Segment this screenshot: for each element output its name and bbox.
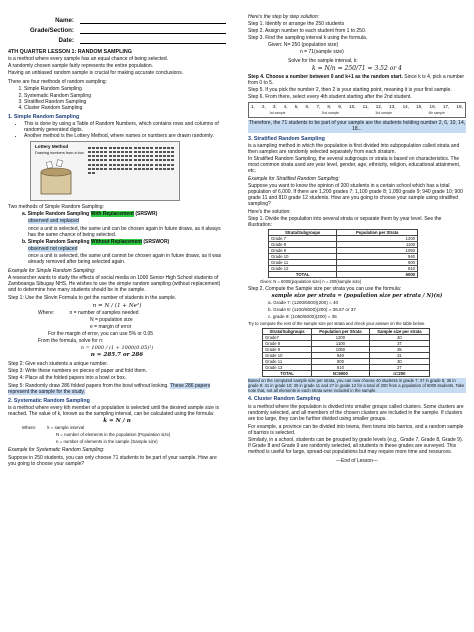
solve-result: n = 285.7 or 286 [90, 352, 144, 359]
where-e: e = margin of error [90, 323, 132, 330]
srswr-prefix: a. [22, 211, 27, 218]
lottery-box-icon [37, 158, 77, 196]
date-field[interactable] [80, 37, 226, 44]
sys-step2: Step 2. Assign number to each student from 1 to 250. [248, 28, 367, 35]
sys-example-title: Example for Systematic Random Sampling: [8, 447, 105, 454]
seq-item: 18, [456, 104, 463, 110]
srswr-sub: observed and replaced [28, 218, 79, 225]
seq-item: 1, [251, 104, 255, 110]
srs-step1: Step 1: Use the Slovin Formula to get the number of students in the sample. [8, 295, 177, 302]
sys-given: Given: N= 250 (population size) [268, 42, 339, 49]
method-item: 2. Systematic Random Sampling [24, 93, 226, 99]
table-header: Strata/Subgroups [263, 329, 312, 335]
table-cell: 1100 [312, 341, 370, 347]
table-cell: Grade 10 [263, 353, 312, 359]
where-block [8, 310, 226, 316]
table-cell: Grade 12 [263, 365, 312, 371]
srswr-label: Simple Random Sampling [27, 211, 91, 218]
table-cell: Grade 8 [269, 241, 337, 247]
sys-step4-text: Since k is 4, pick a number from 0 to 5. [248, 73, 465, 86]
strat-step1: Step 1. Divide the population into several strata or separate them by year level. See the illustration: [248, 215, 442, 228]
solve-note: From the formula, solve for n: [38, 338, 104, 344]
sys-solution-intro: Here's the step by step solution: [248, 14, 319, 20]
table-cell: TOTAL [263, 371, 312, 377]
seq-item: 17, [442, 104, 450, 110]
sys-given2: n = 71(sample size) [300, 49, 344, 56]
seq-label: 1st sample [269, 111, 286, 116]
srswr-text: once a unit is selected, the same unit can be chosen again in future draws, as it always has the same chance of being selected. [28, 225, 221, 238]
strat-formula: sample size per strata = (population size per strata / N)(n) [271, 293, 443, 299]
method-item: 3. Stratified Random Sampling [24, 99, 226, 105]
methods-list [8, 86, 226, 110]
strat-solution: Here's the solution: [248, 208, 291, 215]
seq-item: 9, [338, 104, 343, 110]
lottery-caption: Lottery Method [35, 144, 69, 150]
intro-1: is a method where every sample has an equal chance of being selected. [8, 56, 169, 63]
sys-step4-title: Step 4. Choose a number between 0 and k+1 as the random start. [248, 73, 403, 80]
table-cell: 940 [312, 353, 370, 359]
intro-2: A randomly chosen sample fairly represents the entire population. [8, 63, 154, 70]
table-cell: 940 [337, 253, 418, 259]
name-label: Name: [55, 16, 74, 24]
table-cell: 1200 [312, 335, 370, 341]
table-cell: N=6000 [312, 371, 370, 377]
strat-step2: Step 2. Compute the Sample size per strata you can use the formula: [248, 285, 402, 292]
lottery-illustration [30, 141, 180, 201]
srs-example-text: A researcher wants to study the effects of social media on 1000 Senior High School students of Zamboanga Sibugay NHS. He wishes to use the simple random sampling (without replacement) and to determine how many students should be in the sample. [8, 275, 221, 294]
strat-example-title: Example for Stratified Random Sampling: [248, 176, 340, 183]
table-row [269, 271, 418, 277]
srs-heading: 1. Simple Random Sampling [8, 113, 80, 120]
cluster-text3: Similarly, in a school, students can be grouped by grade levels (e.g., Grade 7, Grade 8, Grade 9). If Grade 8 and Grade 9 are randomly selected, all students in these grades are surveyed. This method is useful for large, spread-out populations but may require more time and resources. [248, 437, 464, 456]
seq-item: 7, [316, 104, 321, 110]
table-cell: 1200 [337, 235, 418, 241]
table-cell: 37 [369, 341, 429, 347]
methods-intro: There are four methods of random sampling: [8, 79, 107, 86]
srswor-prefix: b. [22, 238, 27, 245]
sys-step5: Step 5. If you pick the number 2, then 2 is your starting point, meaning it is your first sample. [248, 86, 452, 93]
table-header: Sample size per strata [369, 329, 429, 335]
sys-heading: 2. Systematic Random Sampling [8, 397, 90, 404]
seq-item: 13, [389, 104, 396, 110]
sys-where [8, 425, 226, 431]
date-row [8, 34, 226, 44]
method-item: 1. Simple Random Sampling [24, 86, 226, 92]
seq-item: 8, [327, 104, 332, 110]
two-methods-label: Two methods of Simple Random Sampling: [8, 204, 104, 211]
table-cell: 1050 [337, 247, 418, 253]
lottery-subcaption: Drawing numbers from a box [35, 151, 84, 156]
sys-where-k: k = sample interval [47, 425, 85, 431]
try-note: Try to compute the rest of the sample size per strata and check your answer on the table below. [248, 321, 425, 327]
cluster-text: is a method where the population is divided into smaller groups called clusters. Some clusters are randomly selected, and all members of the chosen clusters are included in the sample. If clusters are too large, they can be further divided using smaller groups. [248, 403, 464, 422]
solve-expression: n = 1000 / (1 + 1000(0.05)²) [80, 345, 154, 352]
k-formula: k = N/n = 250/71 = 3.52 or 4 [312, 64, 402, 72]
seq-label: 3rd sample [375, 111, 393, 116]
srswor-sub: observed not replaced [28, 245, 78, 252]
srswr-highlight: With Replacement [90, 211, 134, 218]
sample-size-table [262, 328, 430, 377]
seq-item: 3, [272, 104, 277, 110]
table-cell: Grade 11 [269, 259, 337, 265]
seq-item: 6, [305, 104, 310, 110]
sys-where-n: n = number of elements in the sample (Sample size) [56, 439, 158, 445]
table-cell: Grade 8 [263, 341, 312, 347]
date-label: Date: [58, 36, 74, 44]
table-cell: Grade 9 [269, 247, 337, 253]
right-column [248, 14, 466, 465]
sys-where-N: N = number of elements in the population (Population size) [56, 432, 171, 438]
name-row [8, 14, 226, 24]
seq-label: 4th sample [428, 111, 445, 116]
cluster-text2: For example, a province can be divided into towns, then towns into barrios, and a random sample of barrios is selected. [248, 423, 464, 436]
table-cell: Grade 10 [269, 253, 337, 259]
table-cell: Grade7 [263, 335, 312, 341]
sequence-labels [251, 110, 463, 116]
table-cell: Grade 12 [269, 265, 337, 271]
table-cell: 900 [312, 359, 370, 365]
seq-label: 2nd sample [321, 111, 340, 116]
seq-item: 5, [294, 104, 299, 110]
srs-step5-text: Step 5: Randomly draw 286 folded papers from the bowl without looking. [8, 382, 170, 389]
srswor-label: Simple Random Sampling [27, 238, 91, 245]
intro-3: Having an unbiased random sample is crucial for making accurate conclusions. [8, 70, 184, 77]
sys-where-label: Where: [22, 425, 37, 431]
random-number-grid [87, 146, 175, 175]
sys-example-text: Suppose in 250 students, you can only choose 71 students to be part of your sample. How are you going to choose your sample? [8, 454, 217, 467]
table-cell: 810 [312, 365, 370, 371]
sys-step3: Step 3. Find the sampling interval k using the formula. [248, 35, 368, 42]
strata-table [268, 229, 418, 278]
sys-text: is a method where every kth member of a population is selected until the desired sample size is reached. The value of k, known as the sampling interval, can be calculated using the formula: [8, 404, 219, 417]
seq-item: 4, [283, 104, 288, 110]
seq-item: 10, [349, 104, 356, 110]
calc-c: c. grade 9: (1050/6000)(200) = 35 [268, 314, 337, 320]
srs-bullets [8, 121, 226, 139]
srs-step4: Step 4: Place all the folded papers into a bowl or box. [8, 375, 127, 382]
srswr-title [8, 211, 226, 217]
sys-step1: Step 1. Identify or arrange the 250 students [248, 21, 345, 28]
seq-item: 14, [402, 104, 410, 110]
table-cell: 900 [337, 259, 418, 265]
table-cell: 30 [369, 359, 429, 365]
sys-conclusion: Therefore, the 71 students to be part of your sample are the students holding number 2, 6, 10, 14, 18... [248, 120, 466, 133]
srswr-suffix: (SRSWR) [133, 211, 158, 218]
seq-item: 15, [416, 104, 423, 110]
table-cell: n=200 [369, 371, 429, 377]
strat-heading: 3. Stratified Random Sampling [248, 135, 325, 142]
calc-a: a. Grade 7: (1200/6000)(200) = 40 [268, 300, 339, 306]
table-cell: 1100 [337, 241, 418, 247]
seq-item: 2, [261, 104, 266, 110]
srs-bullet: • Another method is the Lottery Method, where names or numbers are drawn randomly. [24, 133, 226, 139]
table-cell: 6000 [337, 271, 418, 277]
table-cell: 31 [369, 353, 429, 359]
where-n: n = number of samples needed [69, 309, 139, 316]
margin-note: For the margin of error, you can use 5% or 0.05 [48, 330, 154, 337]
table-header: Population per Strata [312, 329, 370, 335]
srs-step5-highlight: These 286 papers represent the sample for the study. [8, 382, 211, 395]
table-cell: 1050 [312, 347, 370, 353]
srswor-title [8, 239, 226, 245]
sequence-box [248, 102, 466, 118]
table-row [263, 371, 430, 377]
slovin-formula: n = N / (1 + Ne²) [92, 302, 142, 309]
where-N: N = population size [90, 316, 133, 323]
table-cell: Grade 9 [263, 347, 312, 353]
table1-given: Given: N = 6000(population size) n = 200(sample size) [260, 278, 362, 284]
srswor-text: once a unit is selected, the same unit cannot be chosen again in future draws, as it was already removed after being selected again. [28, 252, 222, 265]
srs-step2: Step 2: Give each students a unique number. [8, 361, 109, 368]
table-cell: 27 [369, 365, 429, 371]
srswor-suffix: (SRSWOR) [142, 238, 170, 245]
srs-bullet: • This is done by using a Table of Random Numbers, which contains rows and columns of randomly generated digits. [24, 121, 226, 133]
table-header-row [263, 329, 430, 335]
table-header: Strata/Subgroups [269, 229, 337, 235]
table-cell: TOTAL [269, 271, 337, 277]
table-cell: 40 [369, 335, 429, 341]
strat-text: is a sampling method in which the population is first divided into subpopulation called strata and then samples are randomly selected separately from each stratum. [248, 142, 460, 155]
table-cell: Grade 7 [269, 235, 337, 241]
grade-row [8, 24, 226, 34]
table-header: Population per Strata [337, 229, 418, 235]
srswor-highlight: Without Replacement [90, 238, 142, 245]
srs-step5 [8, 383, 226, 395]
srs-example-title: Example for Simple Random Sampling: [8, 268, 96, 275]
seq-item: 16, [429, 104, 436, 110]
lesson-title: 4TH QUARTER LESSON 1: RANDOM SAMPLING [8, 49, 132, 55]
calc-b: b. Grade 8: (1100/6000)(200) = 36.67 or 37 [268, 307, 356, 313]
seq-item: 12, [375, 104, 383, 110]
table2-note: Based on the computed sample size per strata, you can now choose 40 students in grade 7; 37 in grade 8; 35 in grade 9; 31 in grade 10; 30 in grade 11 and 27 in grade 12 for a total of 200 from a population of 6000 students. Take note that, not all elements in each strata were included in the sample. [248, 378, 465, 394]
table-cell: Grade 11 [263, 359, 312, 365]
sys-step6: Step 6. From there, select every 4th student starting after the 2nd student. [248, 94, 412, 101]
strat-example: Suppose you want to know the opinion of 200 students in a certain school which has a total population of 6,000. If there are 1,200 grades 7; 1,100 grade 8; 1,050 grade 9; 940 grade 10; 900 grade 11 and 810 grade 12 students. How are you going to choose your sample using stratified sampling? [248, 183, 463, 208]
grade-label: Grade/Section: [29, 26, 74, 34]
sys-formula: k = N / n [103, 418, 131, 425]
where-label: Where: [38, 309, 55, 316]
strat-text2: In Stratified Random Sampling, the several subgroups or strata is based on characteristics. The most common strata used are year level, gender, age, ethnicity, religion, educational attainment, etc. [248, 155, 461, 174]
table-cell: 810 [337, 265, 418, 271]
end-of-lesson: ---End of Lesson--- [336, 458, 378, 465]
srs-step3: Step 3: Write these numbers on pieces of paper and fold them. [8, 368, 147, 375]
sys-step4 [248, 74, 466, 86]
method-item: 4. Cluster Random Sampling [24, 105, 226, 111]
seq-item: 11, [362, 104, 369, 110]
solve-k-label: Solve for the sample interval, k: [288, 57, 358, 64]
left-column [8, 14, 226, 468]
cluster-heading: 4. Cluster Random Sampling [248, 396, 321, 403]
grade-field[interactable] [80, 27, 226, 34]
table-cell: 35 [369, 347, 429, 353]
name-field[interactable] [80, 17, 226, 24]
